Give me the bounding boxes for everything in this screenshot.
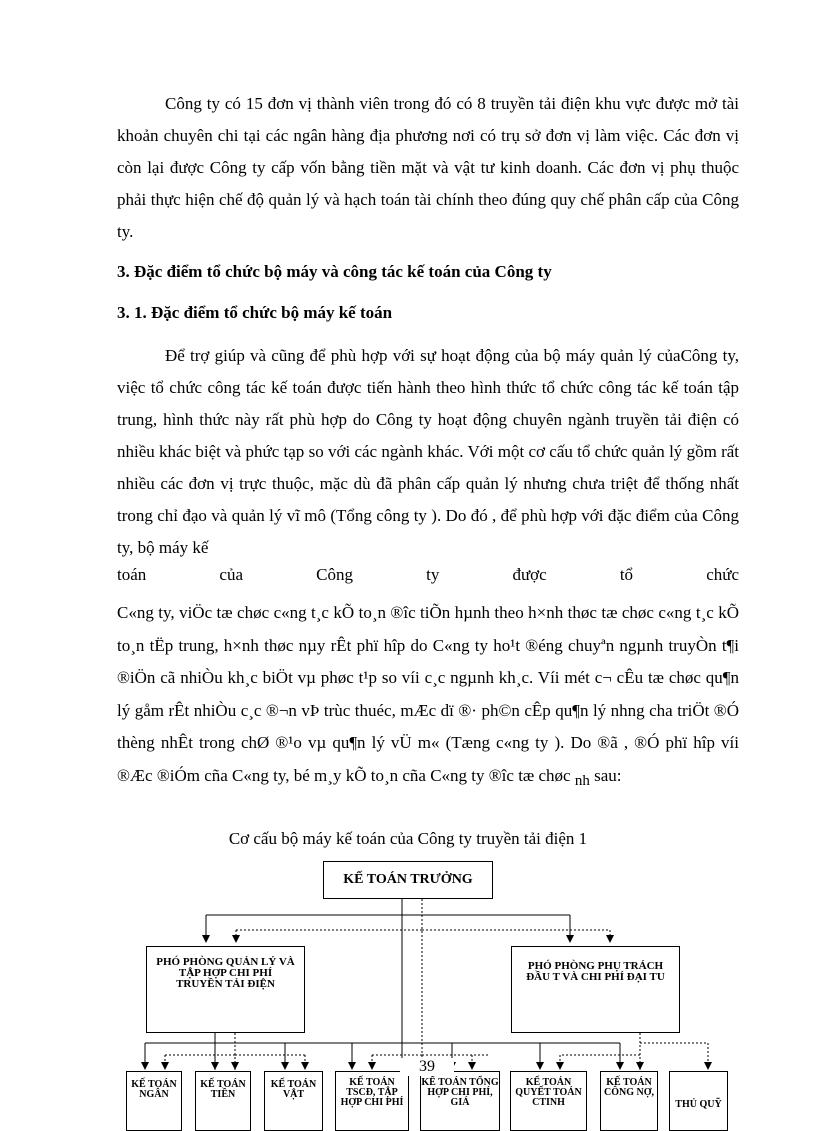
diagram-caption: Cơ cấu bộ máy kế toán của Công ty truyền tải điện 1 — [228, 829, 588, 848]
unit-box-cash: KẾ TOÁN TIỀN — [195, 1071, 251, 1131]
word: tổ — [619, 565, 634, 584]
word: chức — [706, 565, 739, 584]
deputy-right-box: PHÓ PHÒNG PHỤ TRÁCH ĐẦU T VÀ CHI PHÍ ĐẠI TU — [511, 946, 680, 1033]
section-3-1-heading: 3. 1. Đặc điểm tổ chức bộ máy kế toán — [117, 303, 393, 322]
unit-box-fixed-assets: KẾ TOÁN TSCĐ, TẬP HỢP CHI PHÍ — [335, 1071, 409, 1131]
unit-box-materials: KẾ TOÁN VẬT — [264, 1071, 323, 1131]
garbled-end: sau: — [594, 765, 622, 785]
unit-box-bank: KẾ TOÁN NGÂN — [126, 1071, 182, 1131]
page-number: 39 — [400, 1058, 454, 1076]
body-paragraph: Để trợ giúp và cũng để phù hợp với sự hoạt động của bộ máy quản lý củaCông ty, việc tổ chức công tác kế toán được tiến hành theo hình thức tổ chức công tác kế toán tập trung, hình thức này rất phù hợp do Công ty hoạt động chuyên ngành truyền tải điện có nhiều khác biệt và phức tạp so với các ngành khác. Với một cơ cấu tổ chức quản lý gồm rất nhiều các đơn vị trực thuộc, mặc dù đã phân cấp quản lý nhưng chưa triệt để thống nhất trong chỉ đạo và quản lý vĩ mô (Tổng công ty ). Do đó , để phù hợp với đặc điểm của Công ty, bộ máy kế — [117, 346, 739, 557]
garbled-subscript: nh — [574, 772, 590, 789]
unit-box-settlement: KẾ TOÁN QUYẾT TOÁN CTINH — [510, 1071, 587, 1131]
unit-box-treasurer: THỦ QUỸ — [669, 1071, 728, 1131]
word: ty — [426, 565, 440, 584]
garbled-text: C«ng ty, viÖc tæ chøc c«ng t¸c kÕ to¸n ®îc tiÕn hµnh theo h×nh thøc tæ chøc c«ng t¸c kÕ to¸n tËp trung, h×nh thøc nµy rÊt phï hîp do C«ng ty ho¹t ®éng chuyªn ngµnh truyÒn t¶i ®iÖn cã nhiÒu kh¸c biÖt vµ phøc t¹p so víi c¸c ngµnh kh¸c. Víi mét c¬ cÊu tæ chøc qu¶n lý gåm rÊt nhiÒu c¸c ®¬n vÞ trùc thuéc, mÆc dï ®· ph©n cÊp qu¶n lý nhng cha triÖt ®Ó thèng nhÊt trong chØ ®¹o vµ qu¶n lý vÜ m« (Tæng c«ng ty ). Do ®ã , ®Ó phï hîp víi ®Æc ®iÓm cña C«ng ty, bé m¸y kÕ to¸n cña C«ng ty ®îc tæ chøc — [117, 603, 739, 785]
word: được — [512, 565, 547, 584]
unit-box-general-cost: KẾ TOÁN TỔNG HỢP CHI PHÍ, GIÁ — [420, 1071, 500, 1131]
unit-box-debts: KẾ TOÁN CÔNG NỢ, — [600, 1071, 658, 1131]
intro-paragraph: Công ty có 15 đơn vị thành viên trong đó có 8 truyền tải điện khu vực được mở tài khoản chuyên chi tại các ngân hàng địa phương nơi có trụ sở đơn vị làm việc. Các đơn vị còn lại được Công ty cấp vốn bằng tiền mặt và vật tư kinh doanh. Các đơn vị phụ thuộc phải thực hiện chế độ quản lý và hạch toán tài chính theo đúng quy chế phân cấp của Công ty. — [117, 94, 739, 241]
chief-accountant-box: KẾ TOÁN TRƯỞNG — [323, 861, 493, 899]
word: Công — [316, 565, 353, 584]
word: toán — [117, 565, 147, 584]
deputy-left-box: PHÓ PHÒNG QUẢN LÝ VÀ TẬP HỢP CHI PHÍ TRUYỀN TẢI ĐIỆN — [146, 946, 305, 1033]
word: của — [219, 565, 243, 584]
section-3-heading: 3. Đặc điểm tổ chức bộ máy và công tác kế toán của Công ty — [117, 262, 552, 281]
